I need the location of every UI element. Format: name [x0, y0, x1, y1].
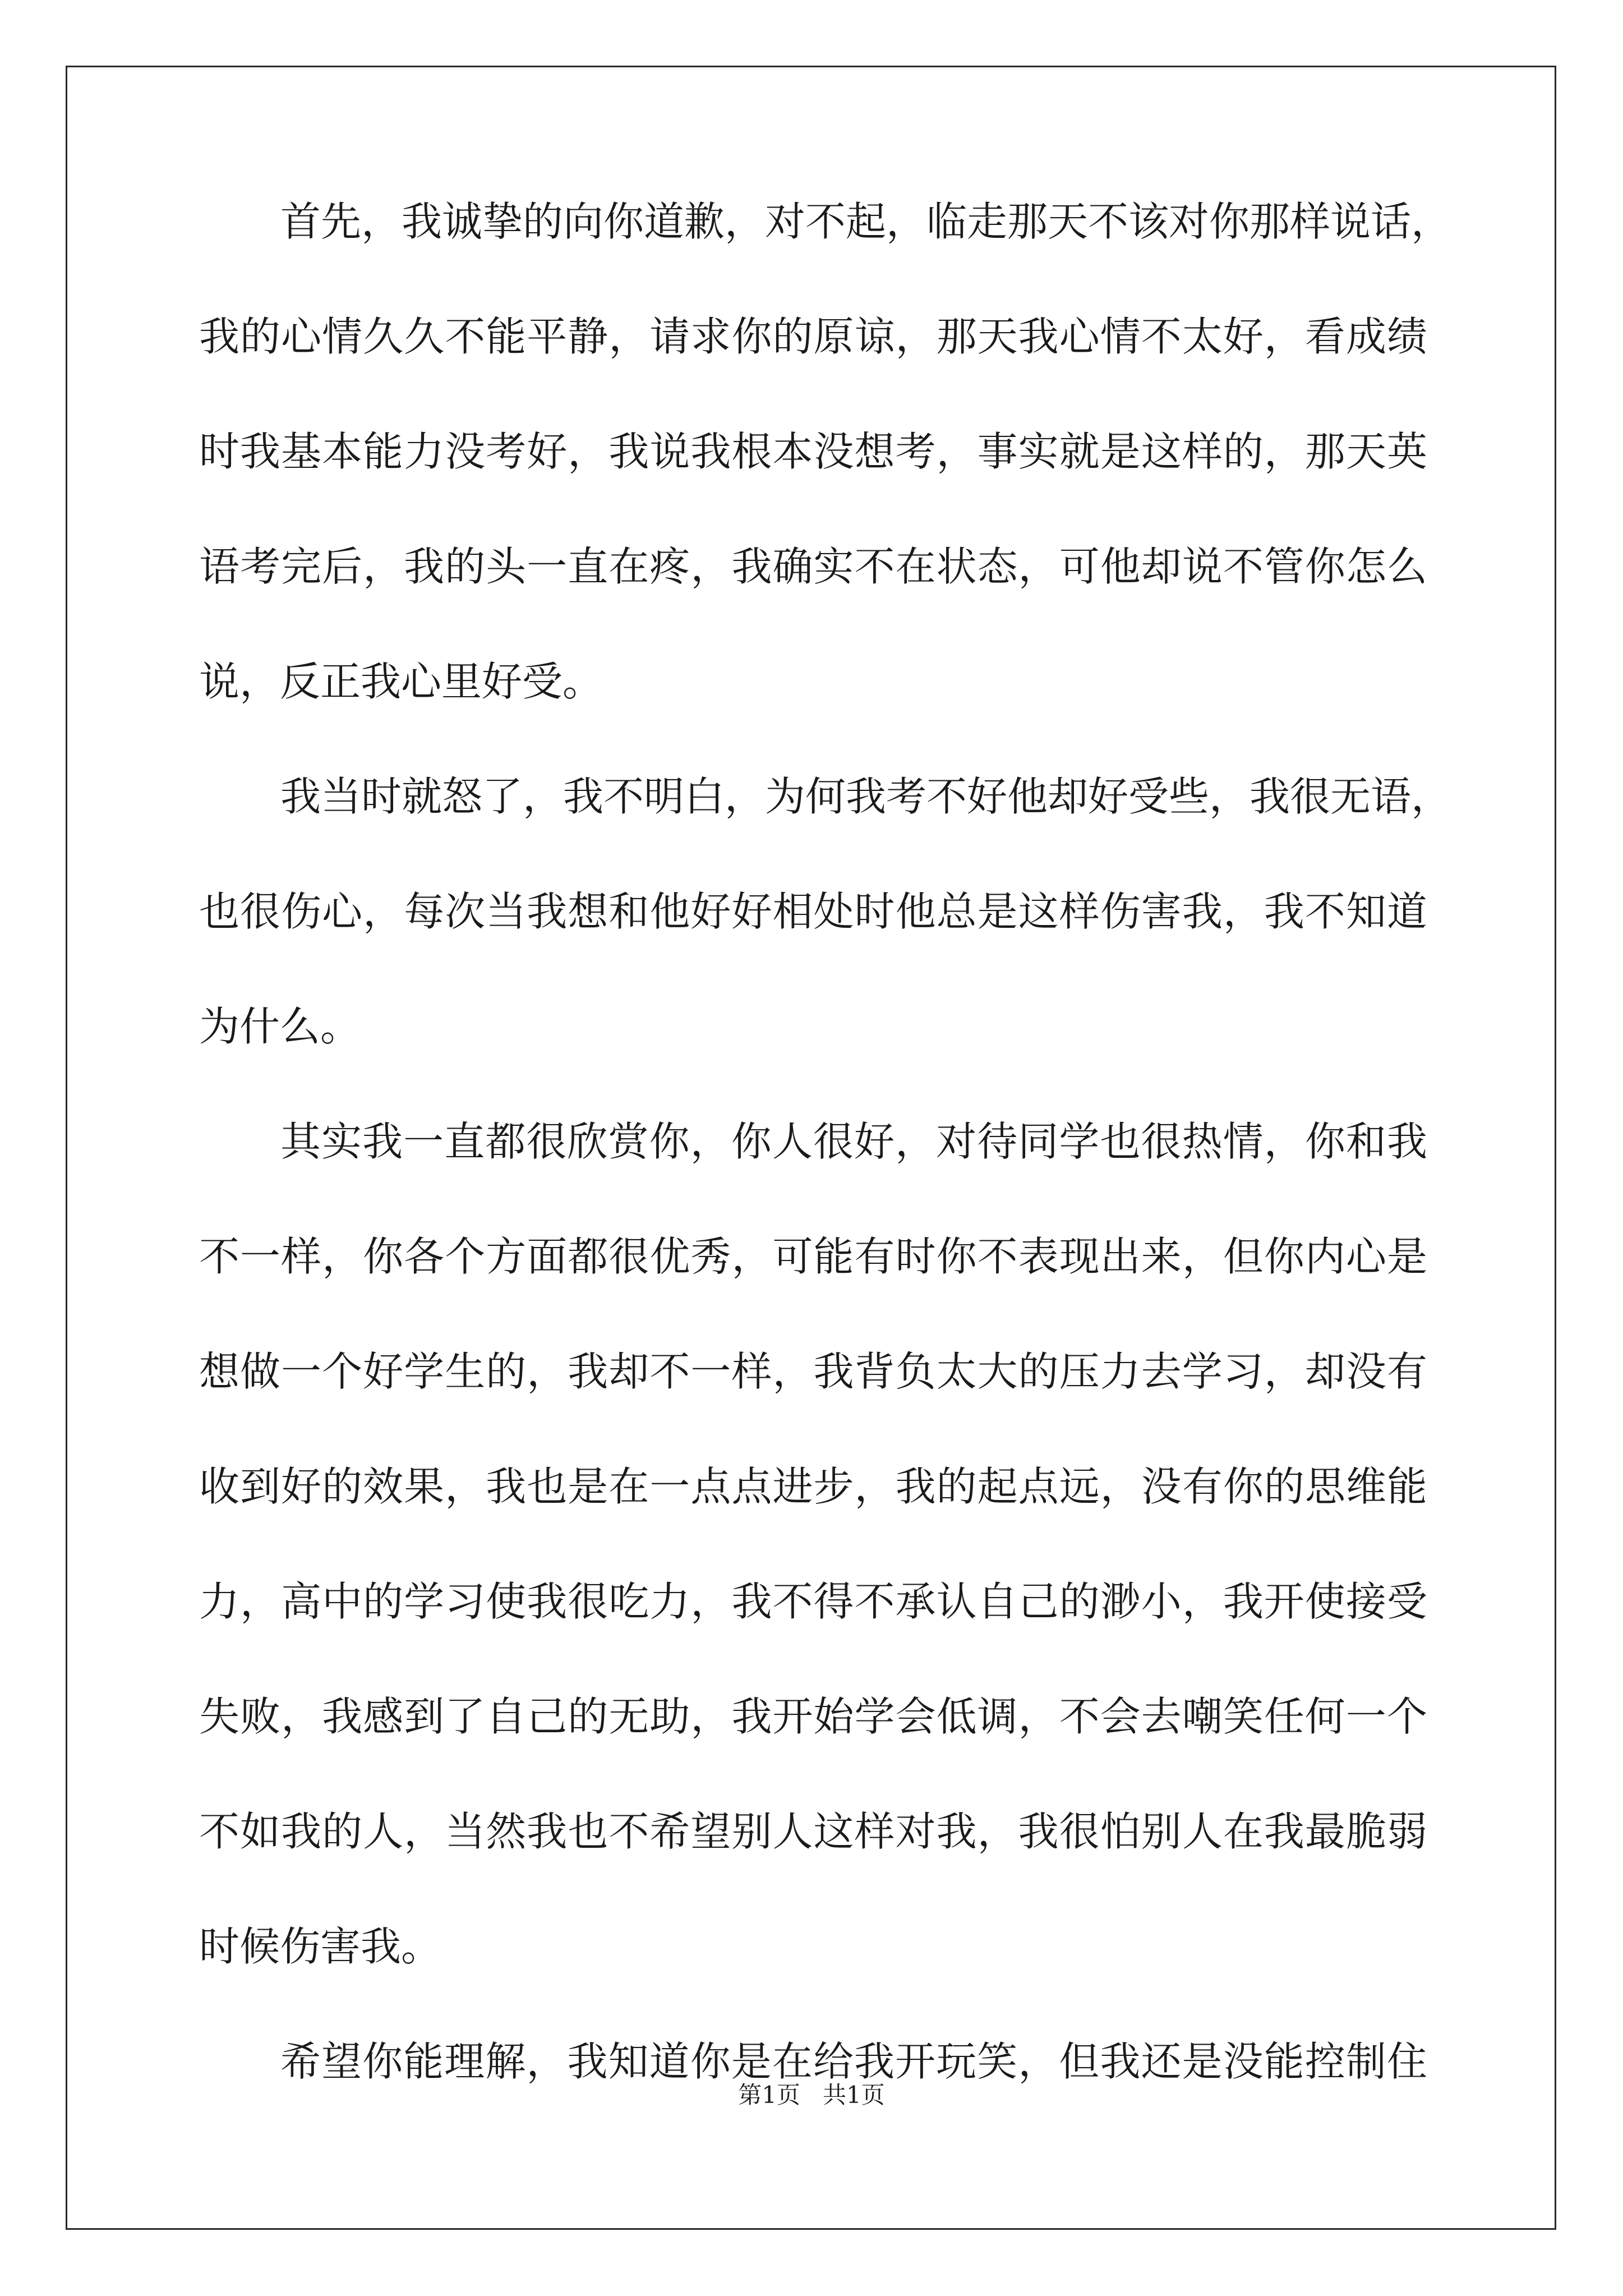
paragraph-line: 为什么。	[199, 1003, 361, 1050]
paragraph-line: 不一样，你各个方面都很优秀，可能有时你不表现出来，但你内心是	[199, 1233, 1427, 1280]
paragraph-line: 收到好的效果，我也是在一点点进步，我的起点远，没有你的思维能	[199, 1463, 1427, 1510]
paragraph-line: 说，反正我心里好受。	[199, 658, 603, 705]
paragraph-line: 其实我一直都很欣赏你，你人很好，对待同学也很热情，你和我	[280, 1118, 1427, 1165]
paragraph-line: 语考完后，我的头一直在疼，我确实不在状态，可他却说不管你怎么	[199, 543, 1427, 590]
paragraph-line: 不如我的人，当然我也不希望别人这样对我，我很怕别人在我最脆弱	[199, 1808, 1427, 1855]
paragraph-line: 时我基本能力没考好，我说我根本没想考，事实就是这样的，那天英	[199, 428, 1427, 475]
paragraph-line: 我的心情久久不能平静，请求你的原谅，那天我心情不太好，看成绩	[199, 313, 1427, 360]
paragraph-line: 我当时就怒了，我不明白，为何我考不好他却好受些，我很无语，	[280, 773, 1452, 820]
paragraph-line: 希望你能理解，我知道你是在给我开玩笑，但我还是没能控制住	[280, 2038, 1427, 2085]
paragraph-line: 时候伤害我。	[199, 1923, 442, 1970]
page-number-footer: 第1页 共1页	[738, 2081, 885, 2109]
paragraph-line: 力，高中的学习使我很吃力，我不得不承认自己的渺小，我开使接受	[199, 1578, 1427, 1625]
paragraph-line: 首先，我诚挚的向你道歉，对不起，临走那天不该对你那样说话，	[280, 198, 1452, 245]
paragraph-line: 失败，我感到了自己的无助，我开始学会低调，不会去嘲笑任何一个	[199, 1693, 1427, 1740]
paragraph-line: 想做一个好学生的，我却不一样，我背负太大的压力去学习，却没有	[199, 1348, 1427, 1395]
paragraph-line: 也很伤心，每次当我想和他好好相处时他总是这样伤害我，我不知道	[199, 888, 1427, 935]
